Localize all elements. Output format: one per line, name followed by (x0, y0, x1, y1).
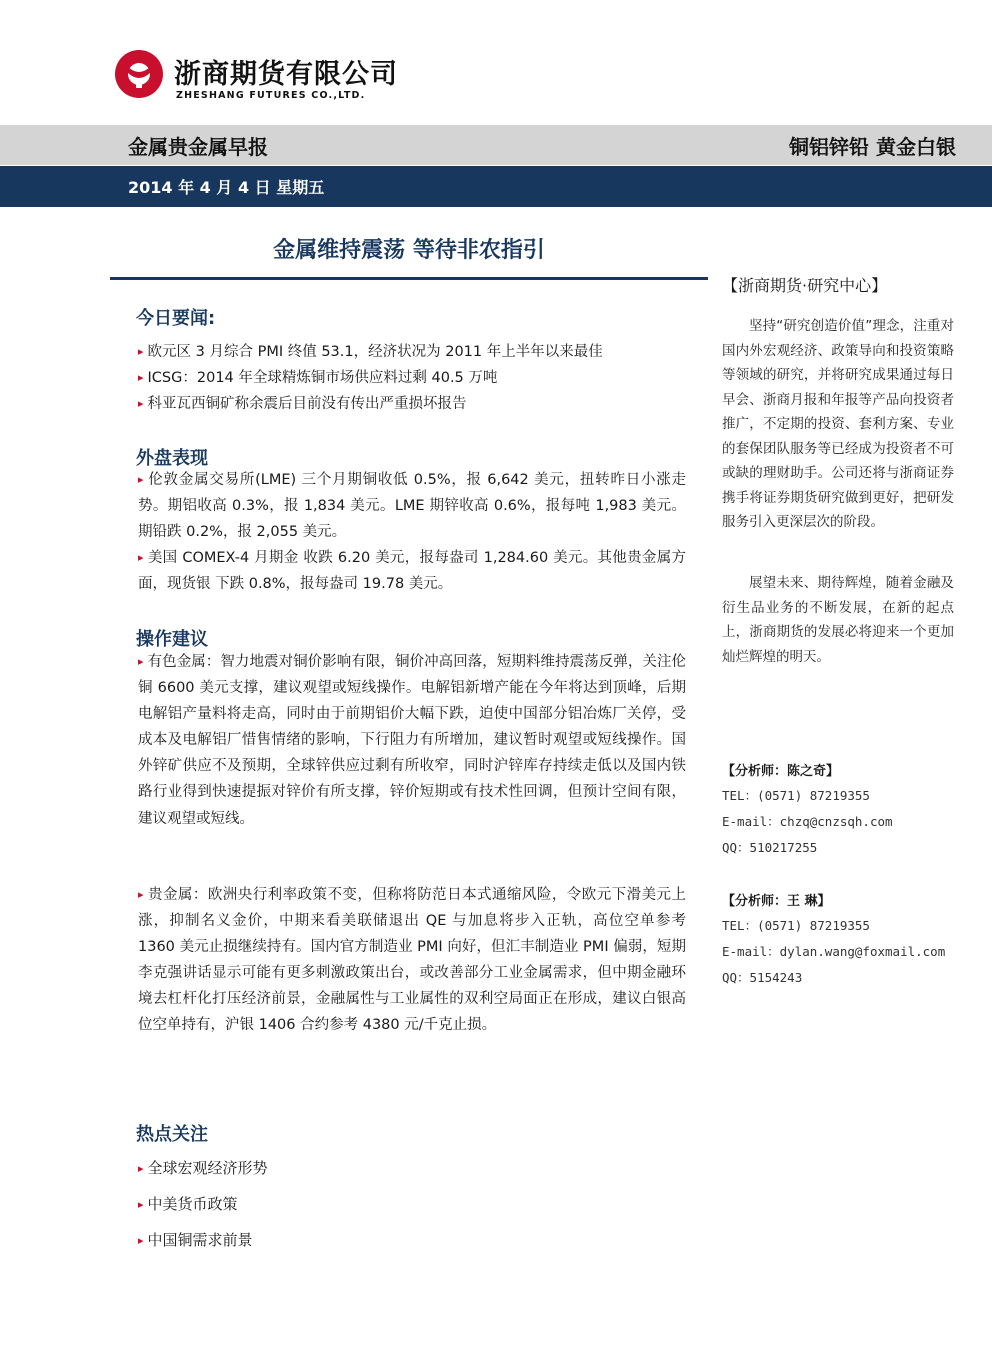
research-center-title: 【浙商期货·研究中心】 (722, 276, 888, 295)
analyst-tel: TEL：(0571) 87219355 (722, 788, 870, 803)
company-logo-icon (113, 48, 165, 100)
analyst-email: E-mail：dylan.wang@foxmail.com (722, 944, 946, 959)
advice-item: ▸ 贵金属：欧洲央行利率政策不变，但称将防范日本式通缩风险，令欧元下滑美元上涨，抑制名义金价，中期来看美联储退出 QE 与加息将步入正轨，高位空单参考 1360 美元止损继续持有。国内官方制造业 PMI 向好，但汇丰制造业 PMI 偏弱，短期李克强讲话显示可能有更多刺激政策出台，或改善部分工业金属需求，但中期金融环境去杠杆化打压经济前景，金融属性与工业属性的双利空局面正在形成，建议白银高位空单持有，沪银 1406 合约参考 4380 元/千克止损。 (138, 887, 686, 1034)
analyst-tel: TEL：(0571) 87219355 (722, 918, 870, 933)
bullet-arrow-icon: ▸ (138, 1162, 144, 1175)
bullet-arrow-icon: ▸ (138, 551, 144, 564)
bullet-arrow-icon: ▸ (138, 473, 144, 486)
bullet-arrow-icon: ▸ (138, 1234, 144, 1247)
analyst-qq: QQ：510217255 (722, 840, 818, 855)
analyst-name: 【分析师：王 琳】 (722, 894, 831, 909)
bullet-arrow-icon: ▸ (138, 397, 144, 410)
report-date: 2014 年 4 月 4 日 星期五 (128, 178, 325, 197)
news-item: ▸ 欧元区 3 月综合 PMI 终值 53.1，经济状况为 2011 年上半年以来最佳 (138, 344, 603, 360)
metals-covered: 铜铝锌铅 黄金白银 (789, 135, 956, 159)
headline-rule (110, 277, 708, 280)
news-item: ▸ 科亚瓦西铜矿称余震后目前没有传出严重损坏报告 (138, 396, 467, 412)
company-name-en: ZHESHANG FUTURES CO.,LTD. (176, 90, 366, 101)
sidebar-paragraph: 坚持“研究创造价值”理念，注重对国内外宏观经济、政策导向和投资策略等领域的研究，并将研究成果通过每日早会、浙商月报和年报等产品向投资者推广，不定期的投资、套利方案、专业的套保团队服务等已经成为投资者不可或缺的理财助手。公司还将与浙商证券携手将证券期货研究做到更好，把研发服务引入更深层次的阶段。 (722, 318, 954, 530)
bullet-arrow-icon: ▸ (138, 371, 144, 384)
hot-item: ▸ 中国铜需求前景 (138, 1231, 253, 1249)
company-name-cn: 浙商期货有限公司 (174, 59, 398, 90)
hot-item: ▸ 全球宏观经济形势 (138, 1159, 268, 1177)
sidebar-paragraph: 展望未来、期待辉煌，随着金融及衍生品业务的不断发展，在新的起点上，浙商期货的发展必将迎来一个更加灿烂辉煌的明天。 (722, 575, 954, 665)
bullet-arrow-icon: ▸ (138, 888, 144, 901)
news-item: ▸ ICSG：2014 年全球精炼铜市场供应料过剩 40.5 万吨 (138, 370, 498, 386)
external-item: ▸ 伦敦金属交易所(LME) 三个月期铜收低 0.5%，报 6,642 美元，扭转昨日小涨走势。期铝收高 0.3%，报 1,834 美元。LME 期锌收高 0.6%，报每吨 1,983 美元。期铅跌 0.2%，报 2,055 美元。 (138, 472, 686, 541)
external-item: ▸ 美国 COMEX-4 月期金 收跌 6.20 美元，报每盎司 1,284.60 美元。其他贵金属方面，现货银 下跌 0.8%，报每盎司 19.78 美元。 (138, 550, 686, 593)
analyst-name: 【分析师：陈之奇】 (722, 764, 840, 779)
headline: 金属维持震荡 等待非农指引 (273, 238, 545, 263)
bullet-arrow-icon: ▸ (138, 655, 144, 668)
external-section-title: 外盘表现 (136, 448, 208, 469)
bullet-arrow-icon: ▸ (138, 345, 144, 358)
advice-section-title: 操作建议 (136, 629, 208, 650)
hot-section-title: 热点关注 (136, 1124, 208, 1145)
analyst-email: E-mail：chzq@cnzsqh.com (722, 814, 893, 829)
analyst-qq: QQ：5154243 (722, 970, 803, 985)
report-type: 金属贵金属早报 (128, 135, 268, 159)
advice-item: ▸ 有色金属：智力地震对铜价影响有限，铜价冲高回落，短期料维持震荡反弹，关注伦铜 6600 美元支撑，建议观望或短线操作。电解铝新增产能在今年将达到顶峰，后期电解铝产量料将走高，同时由于前期铝价大幅下跌，迫使中国部分铝冶炼厂关停，受成本及电解铝厂惜售情绪的影响，下行阻力有所增加，建议暂时观望或短线操作。国外锌矿供应不及预期，全球锌供应过剩有所收窄，同时沪锌库存持续走低以及国内铁路行业得到快速提振对锌价有所支撑，锌价短期或有技术性回调，但预计空间有限，建议观望或短线。 (138, 654, 686, 827)
bullet-arrow-icon: ▸ (138, 1198, 144, 1211)
news-section-title: 今日要闻: (136, 308, 216, 329)
hot-item: ▸ 中美货币政策 (138, 1195, 238, 1213)
